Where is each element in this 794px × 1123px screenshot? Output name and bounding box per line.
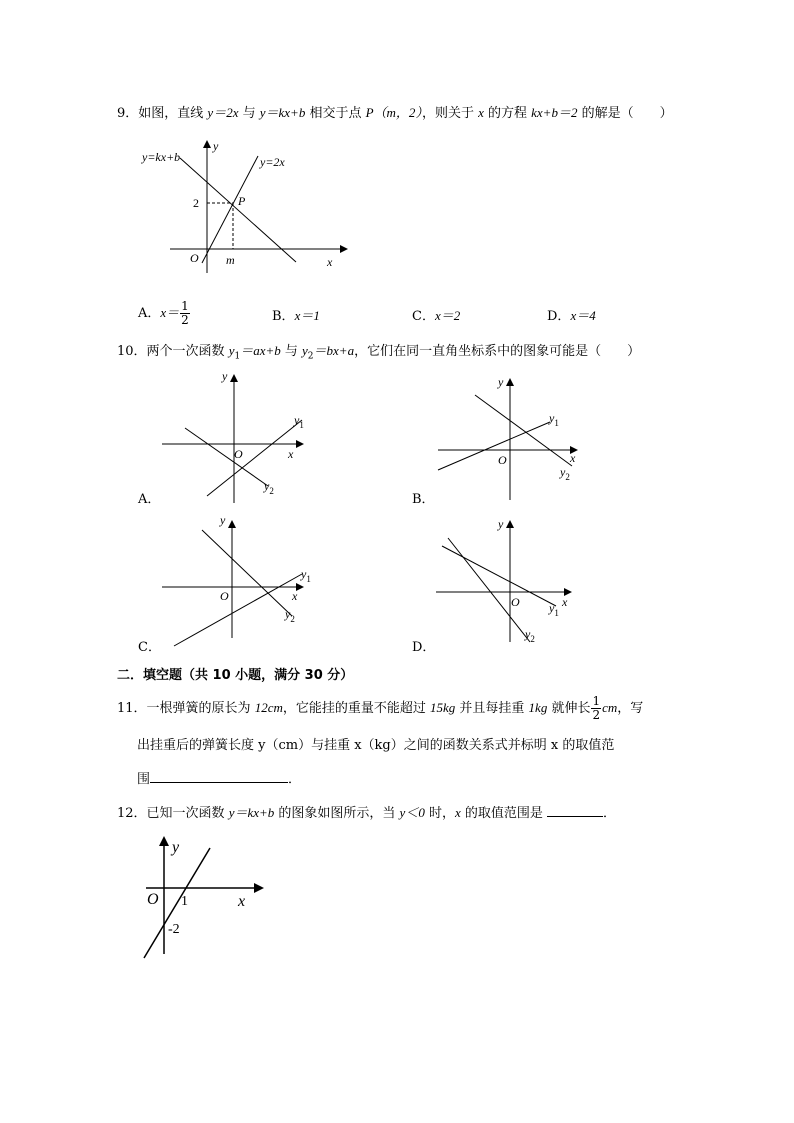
q12-y-arrow [159,836,169,846]
q10d-line-y2 [448,538,530,642]
q9-option-d[interactable]: D．x＝4 [547,308,596,324]
q9-tick-2: 2 [193,196,199,210]
q10-number: 10． [117,344,147,359]
q10a-y-label: y [222,369,228,383]
q10a-y-arrow [230,374,238,382]
q11-line-1: 11．一根弹簧的原长为 12cm，它能挂的重量不能超过 15kg 并且每挂重 1kg 就伸长 $\frac{1}{2}$ cm，写 [117,694,644,722]
q9-y-arrow [203,140,211,148]
q9-point-p: P [238,194,246,208]
q10c-y2-label: $y_2$ [285,607,295,624]
q10a-origin: O [234,447,243,461]
q10d-x-label: x [562,595,568,609]
q10a-x-label: x [288,447,294,461]
q10c-line-y1 [174,574,302,646]
q10-stem: 10．两个一次函数 $y_1=ax+b$ 与 $y_2=bx+a$，它们在同一直角坐标系中的图象可能是（ ） [117,343,641,362]
q10-graph-c [160,512,320,648]
q10c-line-y2 [202,530,292,616]
q11-fraction: $\frac{1}{2}$ [592,694,601,722]
q9-line-kxb [180,158,296,262]
q9-tick-m: m [226,253,235,267]
q9-x-label: x [327,255,333,269]
q12-tick-neg2: -2 [168,922,180,937]
q12-x-label: x [238,893,246,910]
q12-number: 12． [117,806,147,821]
q12-x-arrow [254,883,264,893]
q10b-y2-label: $y_2$ [560,465,570,482]
q10d-y2-label: $y_2$ [525,627,535,644]
q10b-line-y1 [438,422,550,470]
q10d-y1-label: $y_1$ [549,601,559,618]
q11-number: 11． [117,701,147,716]
q9-figure [130,138,360,273]
q10d-y-arrow [506,520,514,528]
q9-number: 9． [117,106,139,121]
q10-option-b[interactable]: B． [412,492,435,507]
q10-graph-b [430,370,590,502]
q10d-origin: O [511,595,520,609]
q12-answer-blank[interactable] [547,802,603,817]
q9-option-b[interactable]: B．x＝1 [272,308,320,324]
q10b-y-arrow [506,378,514,386]
q10d-y-label: y [498,517,504,531]
q10-option-a[interactable]: A． [138,492,161,507]
q10b-y1-label: $y_1$ [549,411,559,428]
section-2-title: 二．填空题（共 10 小题，满分 30 分） [117,668,354,683]
q10-option-d[interactable]: D． [412,640,436,655]
q10c-y1-label: $y_1$ [301,567,311,584]
q10-graph-d [430,512,590,652]
q10d-line-y1 [442,546,556,606]
q9-y-label: y [213,139,219,153]
q10b-origin: O [498,453,507,467]
q9-option-a[interactable]: A．x＝ $\frac{1}{2}$ [138,299,189,327]
q9-stem: 9．如图，直线 y＝2x 与 y＝kx+b 相交于点 P（m，2），则关于 x 的方程 kx+b＝2 的解是（ ） [117,105,673,121]
q9-origin: O [190,251,199,265]
q10b-x-label: x [570,451,576,465]
q11-line-3: 围 ． [137,768,301,789]
q9-option-c[interactable]: C．x＝2 [412,308,461,324]
q12-tick-1: 1 [181,894,188,909]
q10c-x-label: x [292,589,298,603]
q12-stem: 12．已知一次函数 y＝kx+b 的图象如图所示，当 y＜0 时，x 的取值范围是 ． [117,802,616,823]
q12-figure [140,832,270,962]
q10c-origin: O [220,589,229,603]
q9-label-2x: y=2x [260,155,285,169]
q9-line-y2x [202,156,258,263]
q12-y-label: y [172,839,180,856]
q10c-y-label: y [220,513,226,527]
q10c-y-arrow [228,520,236,528]
q10-graph-a [150,368,320,503]
q11-answer-blank[interactable] [150,768,288,783]
q12-origin: O [147,891,159,908]
q9-x-arrow [340,245,348,253]
q10b-line-y2 [475,395,572,466]
q10a-y1-label: $y_1$ [294,413,304,430]
q10-option-c[interactable]: C． [138,640,161,655]
q10a-x-arrow [296,440,304,448]
q10b-y-label: y [498,375,504,389]
q9-label-kxb: y=kx+b [142,150,181,164]
q10a-y2-label: $y_2$ [264,479,274,496]
q11-line-2: 出挂重后的弹簧长度 y（cm）与挂重 x（kg）之间的函数关系式并标明 x 的取值范 [137,738,615,753]
q9-option-a-fraction: $\frac{1}{2}$ [181,299,189,327]
